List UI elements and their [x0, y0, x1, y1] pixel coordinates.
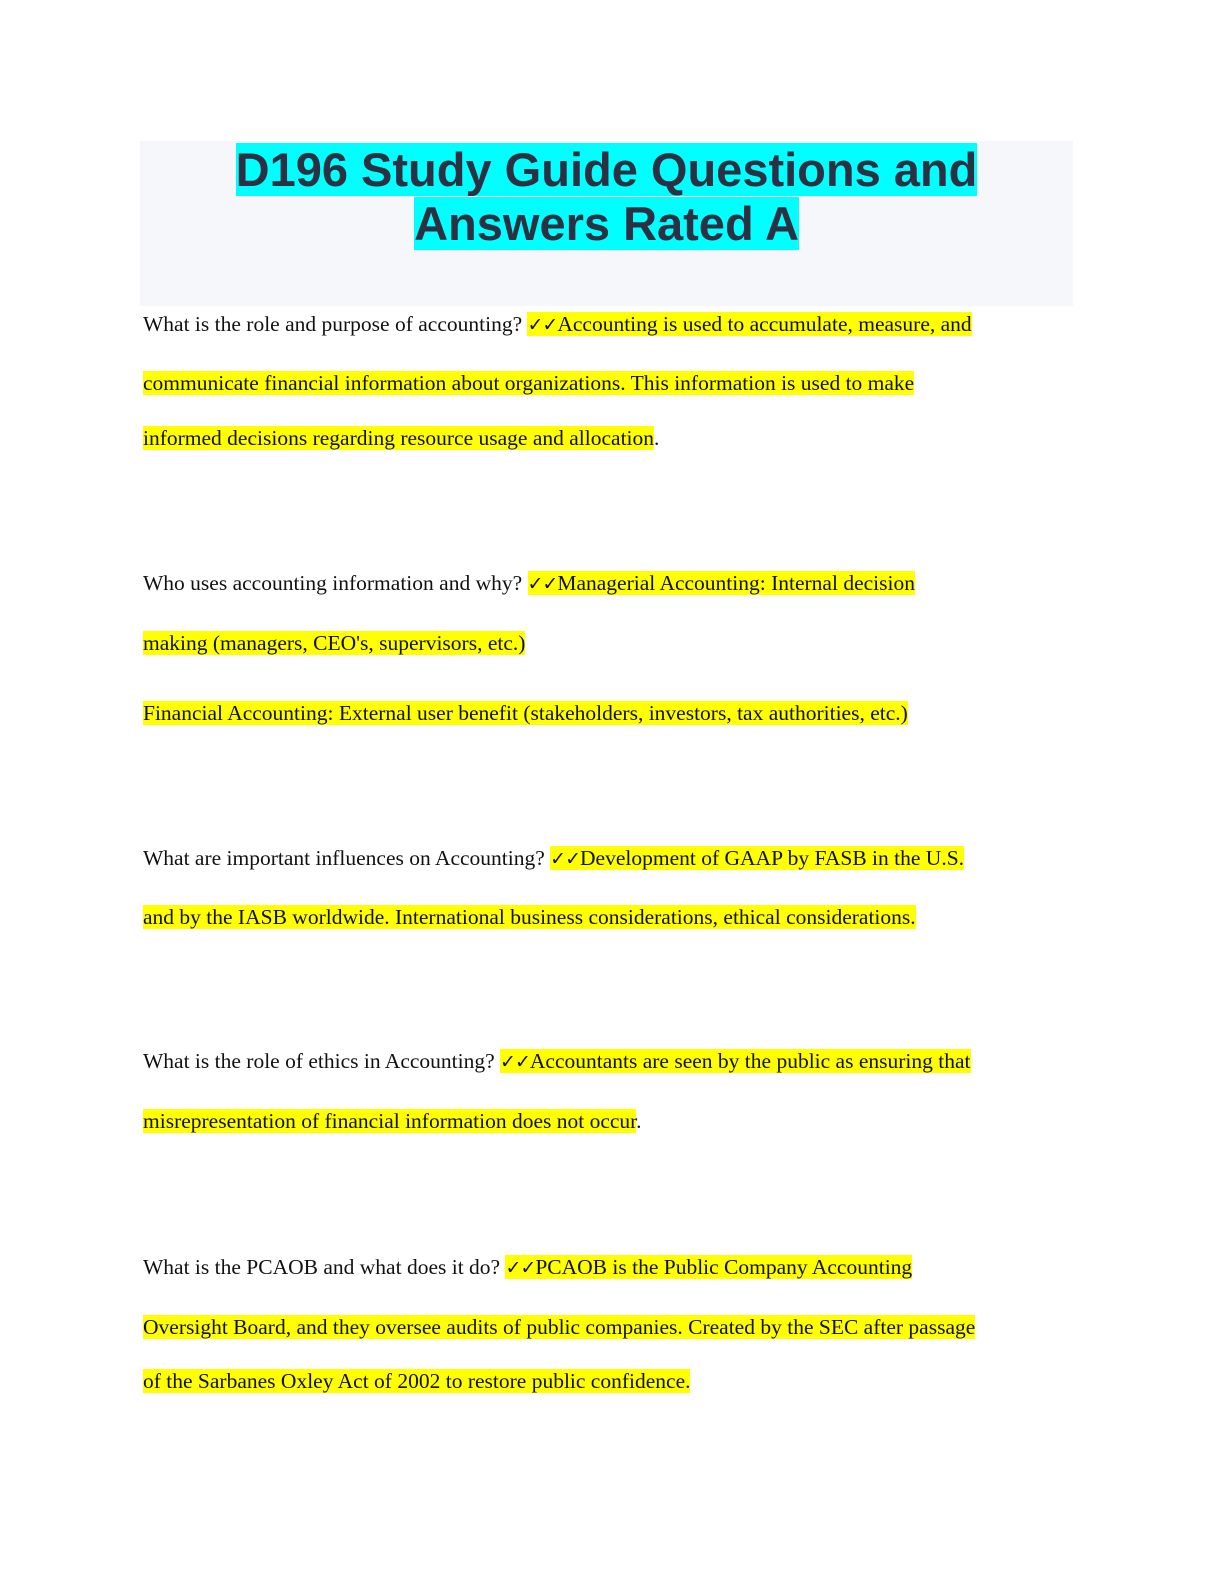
check-mark-icon: ✓✓ [500, 1051, 530, 1073]
question-text: What are important influences on Accounting? [143, 846, 551, 870]
answer-trailing: . [636, 1109, 642, 1133]
document-title-line-2: Answers Rated A [414, 197, 799, 250]
answer-line: making (managers, CEO's, supervisors, etc.) [143, 631, 526, 655]
check-mark-icon: ✓✓ [527, 314, 558, 336]
answer-line: PCAOB is the Public Company Accounting [535, 1255, 913, 1279]
answer-line: Managerial Accounting: Internal decision [557, 571, 915, 595]
question-text: What is the role and purpose of accounting? [143, 312, 528, 336]
check-mark-icon: ✓✓ [527, 573, 558, 595]
answer-line: informed decisions regarding resource usage and allocation [143, 426, 655, 450]
question-text: What is the role of ethics in Accounting? [143, 1049, 501, 1073]
answer-line: and by the IASB worldwide. International business considerations, ethical considerations. [143, 905, 916, 929]
answer-line: misrepresentation of financial information does not occur [143, 1109, 637, 1133]
answer-line: Oversight Board, and they oversee audits of public companies. Created by the SEC after passage [143, 1315, 976, 1339]
document-title-block [140, 141, 1073, 306]
answer-line: Accounting is used to accumulate, measure, and [557, 312, 972, 336]
check-mark-icon: ✓✓ [505, 1257, 536, 1279]
answer-line: Development of GAAP by FASB in the U.S. [580, 846, 965, 870]
answer-line: Financial Accounting: External user benefit (stakeholders, investors, tax authorities, etc.) [143, 701, 908, 725]
answer-line: of the Sarbanes Oxley Act of 2002 to restore public confidence. [143, 1369, 691, 1393]
question-text: Who uses accounting information and why? [143, 571, 528, 595]
answer-trailing: . [654, 426, 660, 450]
document-title-line-1: D196 Study Guide Questions and [235, 143, 978, 196]
answer-line: Accountants are seen by the public as ensuring that [529, 1049, 971, 1073]
check-mark-icon: ✓✓ [550, 848, 581, 870]
question-text: What is the PCAOB and what does it do? [143, 1255, 506, 1279]
answer-line: communicate financial information about organizations. This information is used to make [143, 371, 915, 395]
